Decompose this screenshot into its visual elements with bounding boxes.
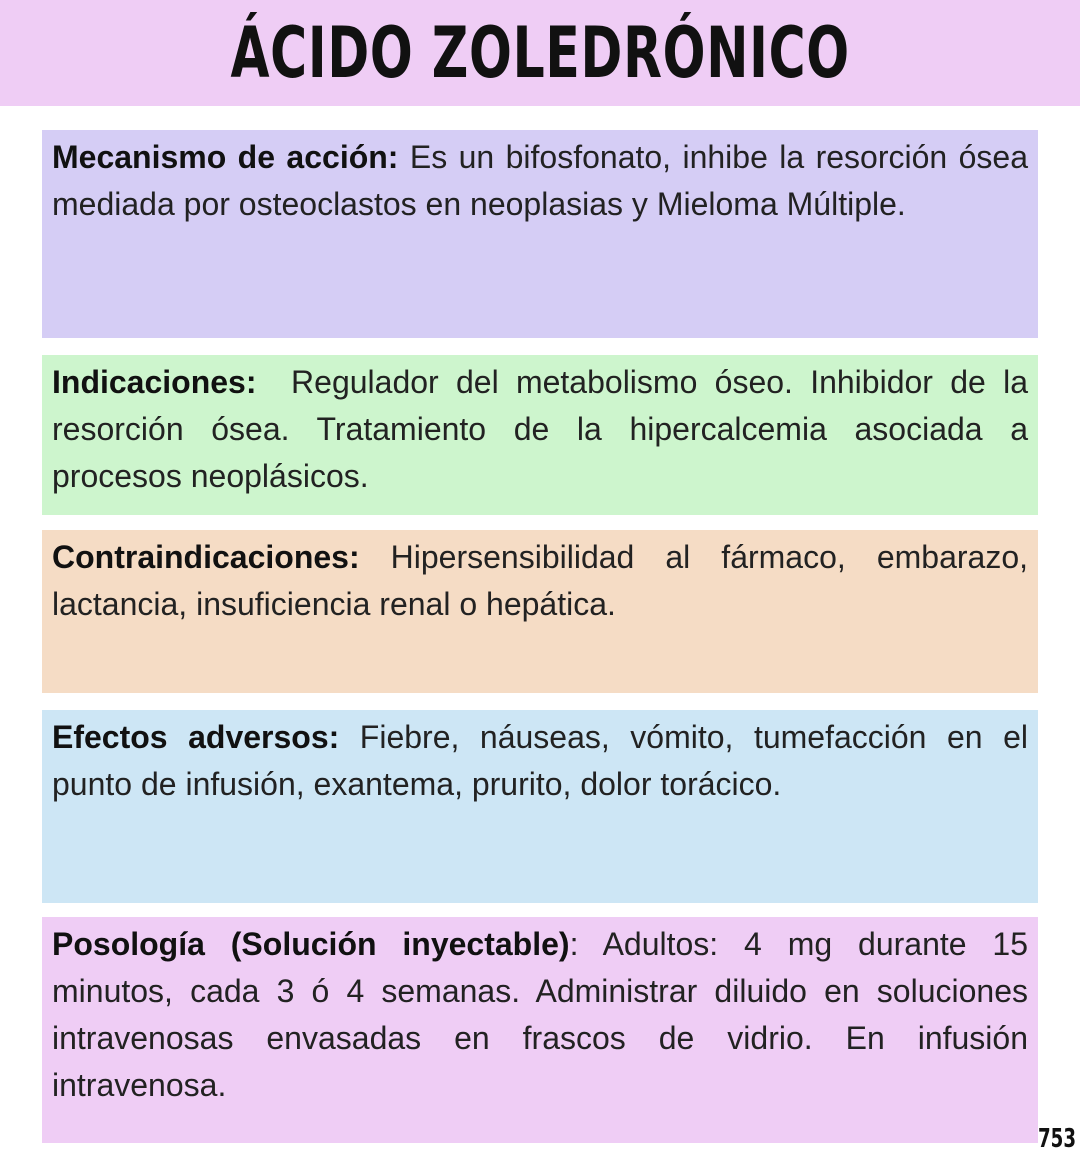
section-text: Regulador del metabolismo óseo. Inhibidor de la resorción ósea. Tratamiento de la hipercalcemia asociada a procesos neoplásicos. bbox=[52, 364, 1037, 494]
section-label: Efectos adversos: bbox=[52, 719, 340, 755]
section-indications bbox=[42, 355, 1038, 515]
section-contraindications bbox=[42, 530, 1038, 693]
title-banner bbox=[0, 0, 1080, 106]
section-adverse-effects bbox=[42, 710, 1038, 903]
section-label: Contraindicaciones: bbox=[52, 539, 360, 575]
section-mechanism bbox=[42, 130, 1038, 338]
section-label: Posología (Solución inyectable) bbox=[52, 926, 570, 962]
section-dosage bbox=[42, 917, 1038, 1143]
page-title: ÁCIDO ZOLEDRÓNICO bbox=[230, 12, 850, 94]
section-text: Hipersensibilidad al fármaco, embarazo, lactancia, insuficiencia renal o hepática. bbox=[52, 539, 1028, 622]
page-number: 753 bbox=[1038, 1124, 1076, 1154]
section-text: Fiebre, náuseas, vómito, tumefacción en el punto de infusión, exantema, prurito, dolor torácico. bbox=[52, 719, 1029, 802]
section-text: : Adultos: 4 mg durante 15 minutos, cada 3 ó 4 semanas. Administrar diluido en soluciones intravenosas envasadas en frascos de vidrio. En infusión intravenosa. bbox=[52, 926, 1029, 1103]
section-label: Mecanismo de acción: bbox=[52, 139, 399, 175]
section-text: Es un bifosfonato, inhibe la resorción ósea mediada por osteoclastos en neoplasias y Mieloma Múltiple. bbox=[52, 139, 1029, 222]
section-label: Indicaciones: bbox=[52, 364, 257, 400]
